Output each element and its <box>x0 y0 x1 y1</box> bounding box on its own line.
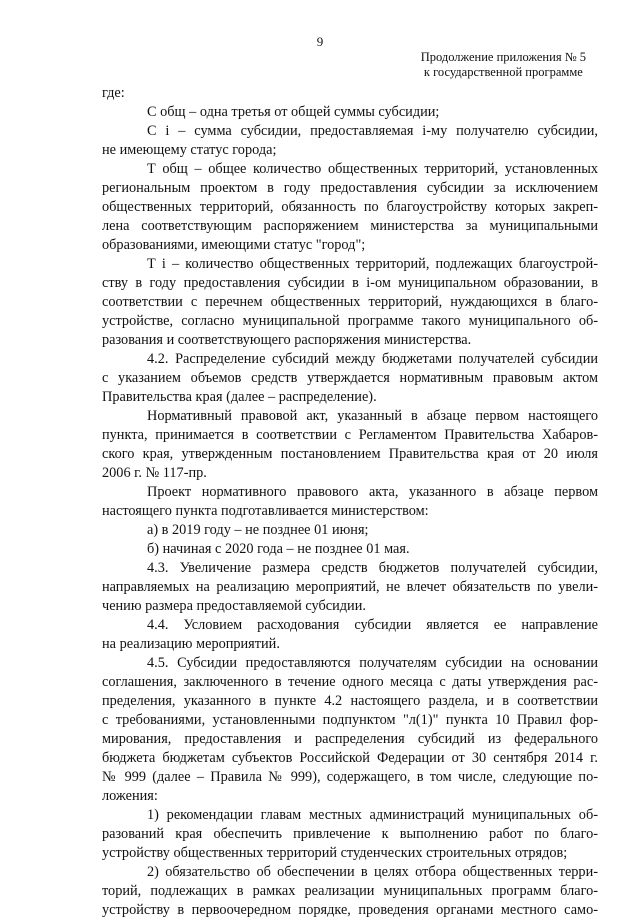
text-line: на реализацию мероприятий. <box>102 636 280 652</box>
text-line: 4.5. Субсидии предоставляются получателям субсидии на основании <box>147 655 598 671</box>
text-line: торий, подлежащих в рамках реализации муниципальных программ благо- <box>102 883 598 899</box>
text-line: образованиями, имеющими статус "город"; <box>102 237 366 253</box>
document-body <box>102 84 598 920</box>
text-line: С i – сумма субсидии, предоставляемая i-му получателю субсидии, <box>147 123 598 139</box>
paragraph <box>102 559 598 616</box>
paragraph <box>102 103 598 122</box>
paragraph <box>102 863 598 920</box>
paragraph <box>102 483 598 521</box>
text-line: настоящего пункта подготавливается министерством: <box>102 503 429 519</box>
text-line: направляемых на реализацию мероприятий, не влечет обязательств по увели- <box>102 579 598 595</box>
text-line: разований края обеспечить привлечение к выполнению работ по благо- <box>102 826 598 842</box>
paragraph <box>102 616 598 654</box>
text-line: 4.3. Увеличение размера средств бюджетов получателей субсидии, <box>147 560 598 576</box>
text-line: общественных территорий, обязанность по благоустройству которых закреп- <box>102 199 598 215</box>
text-line: ству в году предоставления субсидии в i-ом муниципальном образовании, в <box>102 275 598 291</box>
paragraph <box>102 806 598 863</box>
text-line: не имеющему статус города; <box>102 142 277 158</box>
text-line: устройству общественных территорий студенческих строительных отрядов; <box>102 845 568 861</box>
paragraph <box>102 654 598 806</box>
text-line: лена соответствующим распоряжением министерства за муниципальными <box>102 218 598 234</box>
text-line: соглашения, заключенного в течение одного месяца с даты утверждения рас- <box>102 674 598 690</box>
paragraph <box>102 122 598 160</box>
page-number: 9 <box>316 34 324 49</box>
text-line: пункта, принимается в соответствии с Регламентом Правительства Хабаров- <box>102 427 598 443</box>
text-line: устройстве, согласно муниципальной программе такого муниципального об- <box>102 313 598 329</box>
text-line: Т i – количество общественных территорий, подлежащих благоустрой- <box>147 256 598 272</box>
text-line: разования и соответствующего распоряжения министерства. <box>102 332 472 348</box>
text-line: пределения, указанного в пункте 4.2 настоящего раздела, и в соответствии <box>102 693 598 709</box>
appendix-note <box>421 50 586 80</box>
text-line: с требованиями, установленными подпунктом "л(1)" пункта 10 Правил фор- <box>102 712 598 728</box>
text-line: устройству в первоочередном порядке, проведения органами местного само- <box>102 902 598 918</box>
text-line: мирования, предоставления и распределения субсидий из федерального <box>102 731 598 747</box>
paragraph <box>102 160 598 255</box>
text-line: 4.4. Условием расходования субсидии является ее направление <box>147 617 598 633</box>
text-line: а) в 2019 году – не позднее 01 июня; <box>147 522 369 538</box>
paragraph <box>102 407 598 483</box>
paragraph <box>102 255 598 350</box>
text-line: 4.2. Распределение субсидий между бюджетами получателей субсидии <box>147 351 598 367</box>
text-line: б) начиная с 2020 года – не позднее 01 мая. <box>147 541 410 557</box>
text-line: соответствии с перечнем общественных территорий, нуждающихся в благо- <box>102 294 598 310</box>
text-line: чению размера предоставляемой субсидии. <box>102 598 366 614</box>
text-line: Правительства края (далее – распределение). <box>102 389 377 405</box>
text-line: ложения: <box>102 788 158 804</box>
paragraph <box>102 521 598 540</box>
text-line: 2006 г. № 117-пр. <box>102 465 207 481</box>
text-line: ского края, утвержденным постановлением Правительства края от 20 июля <box>102 446 598 462</box>
text-line: С общ – одна третья от общей суммы субсидии; <box>147 104 440 120</box>
text-line: 1) рекомендации главам местных администраций муниципальных об- <box>147 807 598 823</box>
text-line: 2) обязательство об обеспечении в целях отбора общественных терри- <box>147 864 598 880</box>
text-line: где: <box>102 85 125 101</box>
appendix-line-2: к государственной программе <box>423 65 583 79</box>
appendix-line-1: Продолжение приложения № 5 <box>420 50 586 64</box>
text-line: Нормативный правовой акт, указанный в абзаце первом настоящего <box>147 408 598 424</box>
text-line: Проект нормативного правового акта, указанного в абзаце первом <box>147 484 598 500</box>
text-line: региональным проектом в году предоставления субсидии за исключением <box>102 180 598 196</box>
text-line: бюджета бюджетам субъектов Российской Федерации от 30 сентября 2014 г. <box>102 750 598 766</box>
text-line: с указанием объемов средств утверждается нормативным правовым актом <box>102 370 598 386</box>
paragraph <box>102 84 598 103</box>
text-line: № 999 (далее – Правила № 999), содержащего, в том числе, следующие по- <box>102 769 598 785</box>
text-line: Т общ – общее количество общественных территорий, установленных <box>147 161 598 177</box>
paragraph <box>102 540 598 559</box>
paragraph <box>102 350 598 407</box>
